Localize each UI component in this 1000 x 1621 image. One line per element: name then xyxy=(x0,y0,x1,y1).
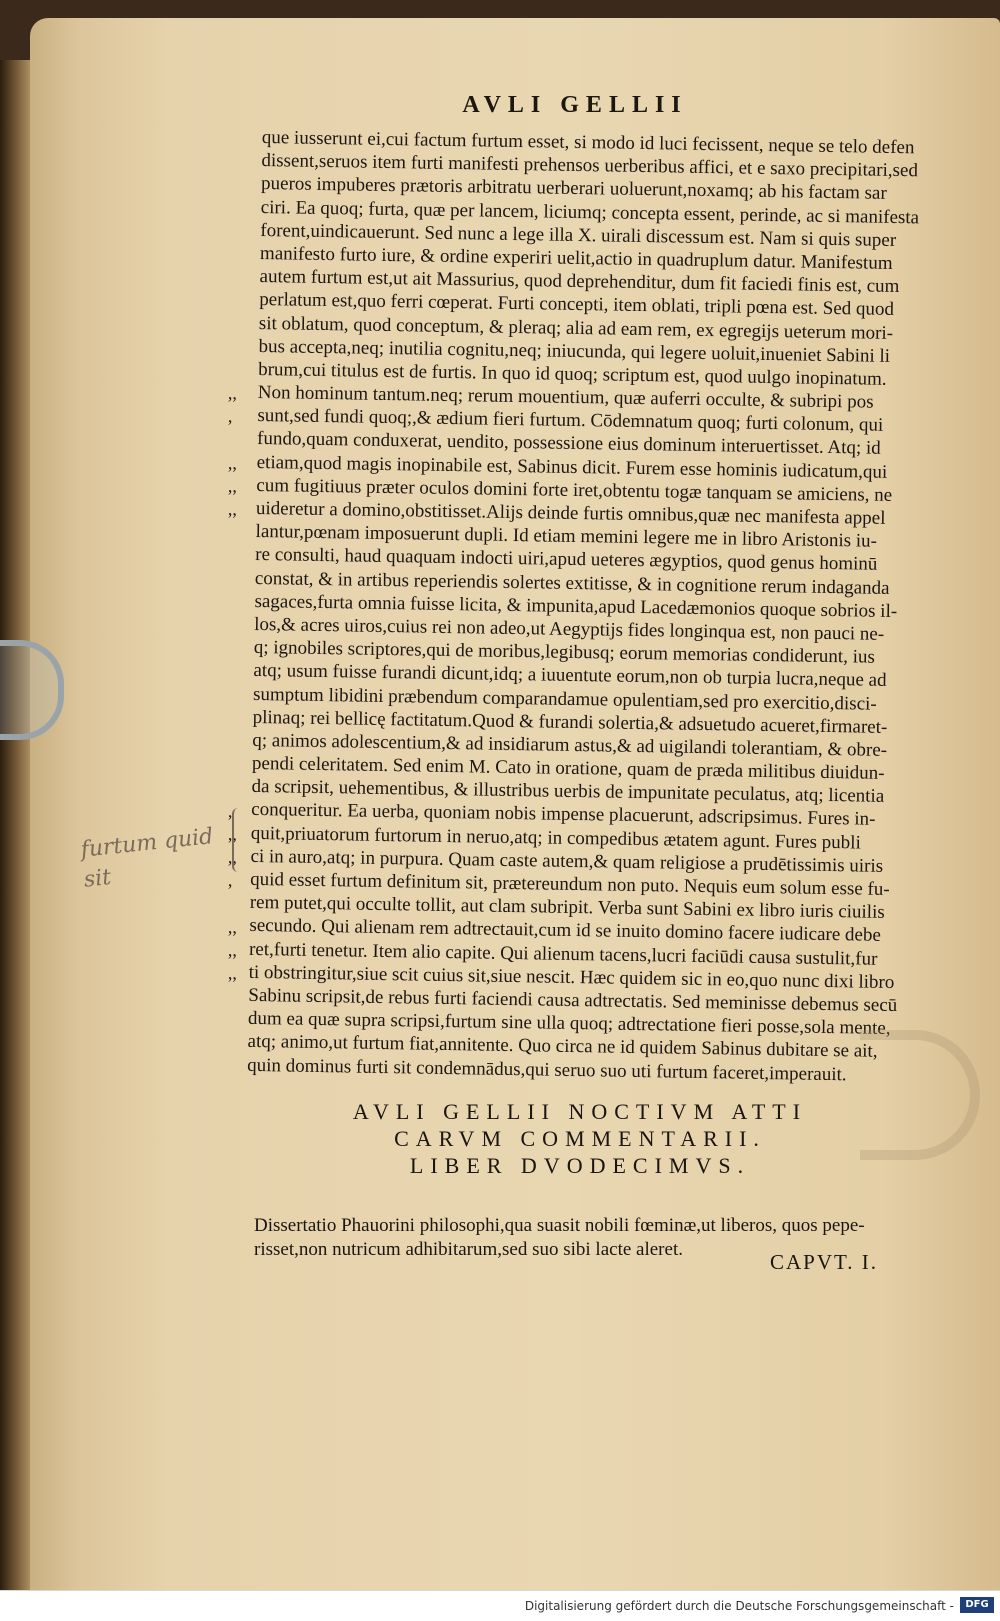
handwritten-note-line: furtum quid xyxy=(79,824,215,863)
text-line: quin dominus furti sit condemnādus,qui seruo suo uti furtum faceret,imperauit. xyxy=(247,1054,847,1085)
text-line: que iusserunt ei,cui factum furtum esset, si modo id luci fecissent, neque se telo defen xyxy=(261,126,915,159)
text-line: dum ea quæ supra scripsi,furtum sine ulla quoq; adtrectatione fieri posse,sola mente, xyxy=(247,1008,891,1040)
text-line: ti obstringitur,siue scit cuius sit,siue nescit. Hæc quidem sic in eo,quo nunc dixi libro xyxy=(248,961,895,993)
text-line: etiam,quod magis inopinabile est, Sabinus dicit. Furem esse hominis iudicatum,qui xyxy=(256,451,888,483)
quote-mark: , xyxy=(227,406,233,427)
text-line: autem furtum est,ut ait Massurius, quod deprehenditur, dum fit faciedi finis est, cum xyxy=(259,266,900,298)
text-line: sumptum libidini præbendum comparandamue opulentiam,sed pro exercitio,disci- xyxy=(252,683,877,715)
book-title xyxy=(300,1098,860,1179)
quote-mark: ,, xyxy=(227,847,238,868)
text-line: pendi celeritatem. Sed enim M. Cato in oratione, quam de præda militibus diuidun- xyxy=(251,752,885,784)
text-line: brum,cui titulus est de furtis. In quo id quoq; scriptum est, quod uulgo inopinatum. xyxy=(258,358,887,390)
text-line: atq; animo,ut furtum fiat,annitente. Quo circa ne id quidem Sabinus dubitare se ait, xyxy=(247,1031,878,1063)
text-line: re consulti, haud quaquam indocti uiri,apud ueteres ægyptios, quod genus hominū xyxy=(255,544,878,576)
text-line: ret,furti tenetur. Item alio capite. Qui alienum tacens,lucri faciūdi causa sustulit,fur xyxy=(248,938,878,970)
text-line: uideretur a domino,obstitisset.Alijs deinde furtis omnibus,quæ nec manifesta appel xyxy=(255,497,886,529)
quote-mark: ,, xyxy=(227,939,238,961)
text-line: manifesto furto iure, & ordine experiri uelit,actio in quadruplum datur. Manifestum xyxy=(259,242,893,274)
footer-credit: Digitalisierung gefördert durch die Deutsche Forschungsgemeinschaft - xyxy=(524,1599,954,1613)
text-line: los,& acres uiros,cuius rei non adeo,ut Aegyptijs fides longinqua est, non pauci ne- xyxy=(254,613,885,645)
text-line: lantur,pœnam imposuerunt dupli. Id etiam memini legere me in libro Aristonis iu- xyxy=(255,521,878,552)
digitization-footer xyxy=(0,1590,1000,1621)
quote-mark: , xyxy=(227,800,233,821)
text-line: secundo. Qui alienam rem adtrectauit,cum id se inuito domino facere iudicare debe xyxy=(249,915,882,947)
text-line: fundo,quam conduxerat, uendito, possessione eius dominum interuertisset. Atq; id xyxy=(256,428,881,460)
text-line: sagaces,furta omnia fuisse licita, & impunita,apud Lacedæmonios quoque sobrios il- xyxy=(254,590,898,622)
text-line: bus accepta,neq; inutilia cognitu,neq; iniucunda, qui legere uoluit,inueniet Sabini li xyxy=(258,335,891,367)
quote-mark: ,, xyxy=(227,383,238,404)
text-line: rem putet,qui occulte tollit, aut clam subripit. Verba sunt Sabini ex libro iuris ciuilis xyxy=(249,892,885,924)
chapter-label: CAPVT. I. xyxy=(770,1250,879,1274)
text-line: forent,uindicauerunt. Sed nunc a lege illa X. uirali discessum est. Nam si quis super xyxy=(260,219,897,251)
text-line: perlatum est,quo ferri cœperat. Furti concepti, item oblati, tripli pœna est. Sed quod xyxy=(259,289,895,321)
text-line: sit oblatum, quod conceptum, & pleraq; alia ad eam rem, ex egregijs ueterum mori- xyxy=(258,312,894,344)
text-line: constat, & in artibus reperiendis solertes extitisse, & in cognitione rerum indaganda xyxy=(254,567,890,599)
text-line: da scripsit, uehementibus, & illustribus uerbis de impunitate peculatus, atq; licentia xyxy=(251,776,885,808)
text-line: q; ignobiles scriptores,qui de moribus,legibusq; eorum memorias condiderunt, ius xyxy=(253,637,876,668)
text-line: quid esset furtum definitum sit, prætereundum non puto. Nequis eum solum esse fu- xyxy=(249,868,890,900)
dfg-logo: DFG xyxy=(960,1597,994,1613)
quote-mark: , xyxy=(227,870,233,891)
text-line: sunt,sed fundi quoq;,& ædium fieri furtum. Cōdemnatum quoq; furti colonum, qui xyxy=(257,405,884,437)
text-line: ciri. Ea quoq; furta, quæ per lancem, liciumq; concepta essent, perinde, ac si manifesta xyxy=(260,196,920,228)
text-line: q; animos adolescentium,& ad insidiarum astus,& ad uigilandi tolerantiam, & obre- xyxy=(252,729,888,761)
text-line: plinaq; rei bellicę factitatum.Quod & furandi solertia,& adsuetudo acueret,firmaret- xyxy=(252,706,888,738)
quote-mark: ,, xyxy=(227,916,238,937)
quote-mark: ,, xyxy=(227,823,238,845)
handwritten-note-line: sit xyxy=(82,864,113,893)
quote-mark: ,, xyxy=(227,963,238,984)
chapter-summary-line: risset,non nutricum adhibitarum,sed suo sibi lacte aleret. xyxy=(254,1239,683,1260)
text-line: dissent,seruos item furti manifesti prehensos uerberibus affici, et e saxo precipitari,sed xyxy=(261,150,919,182)
quote-mark: ,, xyxy=(227,452,238,473)
text-line: quit,priuatorum furtorum in neruo,atq; in compedibus ætatem agunt. Fures publi xyxy=(250,822,861,854)
text-line: cum fugitiuus præter oculos domini forte iret,obtentu togæ tanquam se amiciens, ne xyxy=(256,474,893,506)
text-line: ci in auro,atq; in purpura. Quam caste autem,& quam religiose a prudētissimis uiris xyxy=(250,845,884,877)
text-line: Sabinu scripsit,de rebus furti faciendi causa adtrectatis. Sed meminisse debemus secū xyxy=(248,984,898,1017)
quote-mark: ,, xyxy=(227,475,238,497)
text-line: conqueritur. Ea uerba, quoniam nobis impense placuerunt, adscripsimus. Fures in- xyxy=(251,799,876,831)
quote-mark: ,, xyxy=(227,499,238,520)
body-text-block xyxy=(247,126,952,1087)
text-line: pueros impuberes prætoris arbitratu uerberari uoluerunt,noxamq; ab his factam sar xyxy=(260,173,887,205)
margin-bracket xyxy=(232,808,246,872)
chapter-summary-line: Dissertatio Phauorini philosophi,qua suasit nobili fœminæ,ut liberos, quos pepe- xyxy=(254,1215,865,1236)
book-title-line: AVLI GELLII NOCTIVM ATTI xyxy=(352,1099,808,1124)
book-title-line: CARVM COMMENTARII. xyxy=(394,1126,766,1151)
running-head: AVLI GELLII xyxy=(462,92,688,118)
book-title-line: LIBER DVODECIMVS. xyxy=(409,1153,751,1178)
text-line: atq; usum fuisse furandi dicunt,idq; a iuuentute eorum,non ob turpia lucra,neque ad xyxy=(253,660,887,692)
text-line: Non hominum tantum.neq; rerum mouentium, quæ auferri occulte, & subripi pos xyxy=(257,382,874,413)
